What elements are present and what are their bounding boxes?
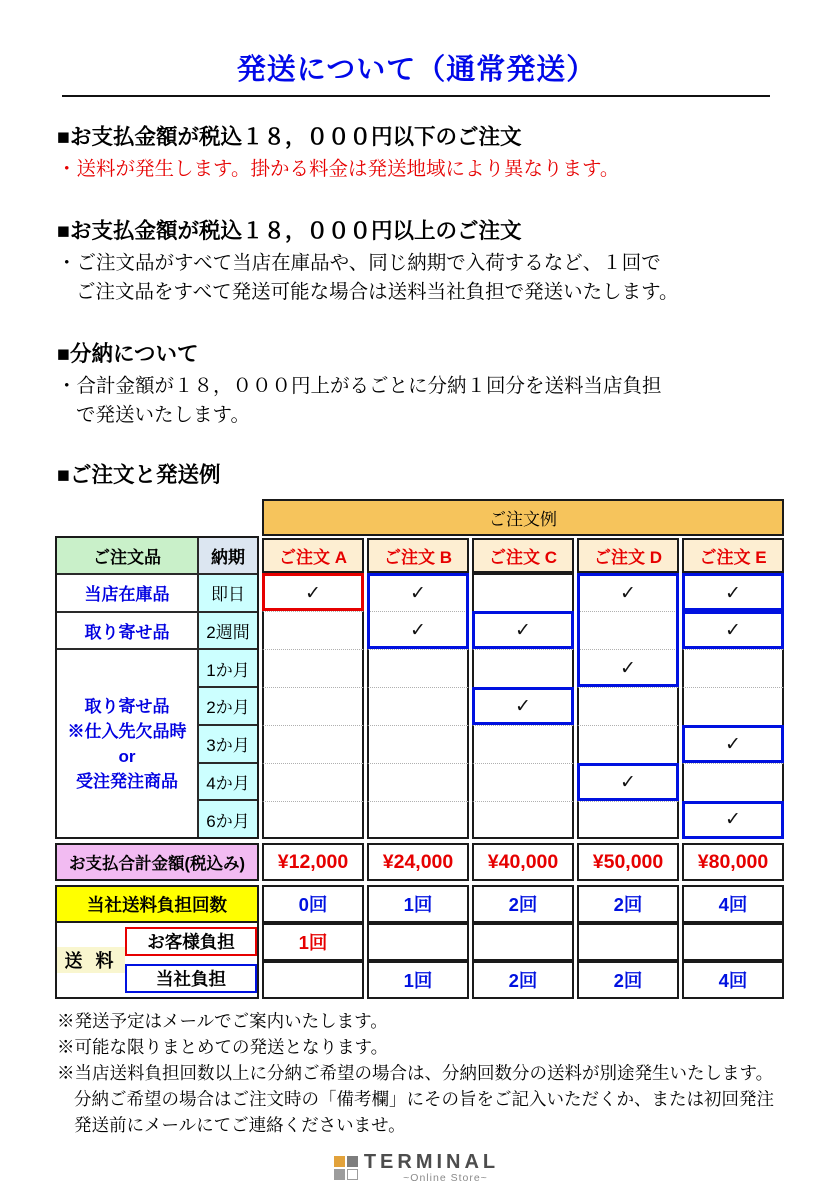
payment-amount: ¥24,000 — [367, 843, 469, 881]
check-cell — [262, 763, 364, 801]
customer-pays-count: 1回 — [262, 923, 364, 961]
customer-pays-label: お客様負担 — [125, 927, 257, 956]
order-e-header: ご注文 E — [682, 538, 784, 573]
check-cell — [472, 763, 574, 801]
check-cell — [472, 649, 574, 687]
merged-item-line: or — [118, 746, 136, 766]
customer-pays-count — [472, 923, 574, 961]
store-logo — [0, 1152, 833, 1184]
company-pays-count: 4回 — [682, 961, 784, 999]
delivery-1-month: 1か月 — [197, 648, 257, 686]
shipping-fee-block — [55, 923, 259, 999]
section-over-18000-line2: ご注文品をすべて発送可能な場合は送料当社負担で発送いたします。 — [76, 281, 679, 303]
payment-total-row — [55, 843, 784, 881]
company-pays-count: 2回 — [472, 961, 574, 999]
company-paid-count: 2回 — [577, 885, 679, 923]
company-paid-count: 4回 — [682, 885, 784, 923]
check-cell: ✓ — [682, 611, 784, 649]
company-pays-count — [262, 961, 364, 999]
check-cell: ✓ — [577, 573, 679, 611]
check-cell: ✓ — [577, 649, 679, 687]
logo-square-darkgray — [347, 1156, 358, 1167]
check-cell — [262, 649, 364, 687]
page-title: 発送について（通常発送） — [236, 54, 597, 86]
footnote-line: ※可能な限りまとめての発送となります。 — [57, 1037, 389, 1057]
delivery-2-months: 2か月 — [197, 686, 257, 724]
check-cell — [367, 725, 469, 763]
merged-item-line: 受注発注商品 — [76, 771, 178, 791]
merged-item-line: 取り寄せ品 — [84, 696, 170, 716]
section-split-shipping-line1: ・合計金額が１８，０００円上がるごとに分納１回分を送料当店負担 — [57, 375, 662, 397]
section-over-18000-heading: ■お支払金額が税込１８，０００円以上のご注文 — [57, 219, 522, 243]
customer-pays-count — [367, 923, 469, 961]
customer-pays-count — [577, 923, 679, 961]
payment-amount: ¥80,000 — [682, 843, 784, 881]
check-cell: ✓ — [682, 573, 784, 611]
shipping-count-block — [55, 885, 784, 999]
logo-square-gray — [334, 1169, 345, 1180]
check-cell — [577, 725, 679, 763]
order-example-banner: ご注文例 — [262, 499, 784, 536]
order-example-table — [55, 499, 784, 839]
delivery-4-months: 4か月 — [197, 762, 257, 800]
section-example-heading: ■ご注文と発送例 — [57, 463, 221, 487]
delivery-3-months: 3か月 — [197, 724, 257, 762]
company-paid-count: 2回 — [472, 885, 574, 923]
delivery-2-weeks: 2週間 — [197, 611, 257, 649]
logo-store-subtitle: ~Online Store~ — [403, 1172, 488, 1184]
check-cell: ✓ — [577, 763, 679, 801]
company-paid-count: 1回 — [367, 885, 469, 923]
check-cell: ✓ — [472, 687, 574, 725]
logo-store-name: TERMINAL — [363, 1151, 500, 1173]
check-cell: ✓ — [472, 611, 574, 649]
footnote-line: 分納ご希望の場合はご注文時の「備考欄」にその旨をご記入いただくか、または初回発注 — [74, 1089, 774, 1109]
check-cell: ✓ — [367, 611, 469, 649]
order-a-header: ご注文 A — [262, 538, 364, 573]
check-cell — [367, 649, 469, 687]
check-cell — [682, 649, 784, 687]
check-cell — [262, 687, 364, 725]
delivery-same-day: 即日 — [197, 573, 257, 611]
order-b-header: ご注文 B — [367, 538, 469, 573]
logo-square-white — [347, 1169, 358, 1180]
customer-pays-count — [682, 923, 784, 961]
check-cell — [262, 725, 364, 763]
check-cell — [262, 801, 364, 839]
delivery-column-header: 納期 — [197, 538, 257, 573]
section-under-18000-line: ・送料が発生します。掛かる料金は発送地域により異なります。 — [57, 158, 620, 180]
check-cell: ✓ — [682, 801, 784, 839]
check-cell: ✓ — [262, 573, 364, 611]
item-delivery-block — [55, 536, 259, 839]
check-cell — [577, 611, 679, 649]
payment-total-label: お支払合計金額(税込み) — [55, 843, 259, 881]
item-backorder: 取り寄せ品 — [57, 611, 197, 649]
order-c-header: ご注文 C — [472, 538, 574, 573]
section-under-18000-heading: ■お支払金額が税込１８，０００円以下のご注文 — [57, 125, 522, 149]
check-cell — [472, 801, 574, 839]
section-split-shipping-line2: で発送いたします。 — [76, 404, 250, 426]
company-paid-count-label: 当社送料負担回数 — [55, 885, 259, 923]
footnote-line: ※発送予定はメールでご案内いたします。 — [57, 1011, 388, 1031]
company-pays-count: 2回 — [577, 961, 679, 999]
check-cell — [262, 611, 364, 649]
text-sections — [57, 125, 803, 488]
check-cell — [472, 573, 574, 611]
title-underline — [62, 95, 770, 97]
item-in-stock: 当店在庫品 — [57, 573, 197, 611]
merged-item-line: ※仕入先欠品時 — [67, 721, 187, 741]
payment-amount: ¥12,000 — [262, 843, 364, 881]
section-over-18000-line1: ・ご注文品がすべて当店在庫品や、同じ納期で入荷するなど、１回で — [57, 252, 661, 274]
check-cell: ✓ — [682, 725, 784, 763]
check-cell — [367, 763, 469, 801]
logo-square-orange — [334, 1156, 345, 1167]
company-paid-count: 0回 — [262, 885, 364, 923]
footnote-line: 発送前にメールにてご連絡くださいませ。 — [74, 1115, 406, 1135]
payment-amount: ¥50,000 — [577, 843, 679, 881]
check-cell — [577, 687, 679, 725]
payment-amount: ¥40,000 — [472, 843, 574, 881]
check-cell — [577, 801, 679, 839]
check-cell — [367, 687, 469, 725]
item-backorder-special — [57, 648, 197, 837]
check-cell — [472, 725, 574, 763]
check-cell — [682, 763, 784, 801]
company-pays-label: 当社負担 — [125, 964, 257, 993]
check-cell — [682, 687, 784, 725]
item-column-header: ご注文品 — [57, 538, 197, 573]
company-pays-count: 1回 — [367, 961, 469, 999]
footnotes — [57, 1008, 833, 1138]
terminal-squares-icon — [334, 1156, 358, 1180]
check-cell — [367, 801, 469, 839]
section-split-shipping-heading: ■分納について — [57, 342, 199, 366]
delivery-6-months: 6か月 — [197, 799, 257, 837]
logo-texts — [364, 1152, 499, 1184]
check-cell: ✓ — [367, 573, 469, 611]
footnote-line: ※当店送料負担回数以上に分納ご希望の場合は、分納回数分の送料が別途発生いたします。 — [57, 1063, 774, 1083]
order-d-header: ご注文 D — [577, 538, 679, 573]
shipping-fee-label: 送 料 — [57, 947, 125, 973]
